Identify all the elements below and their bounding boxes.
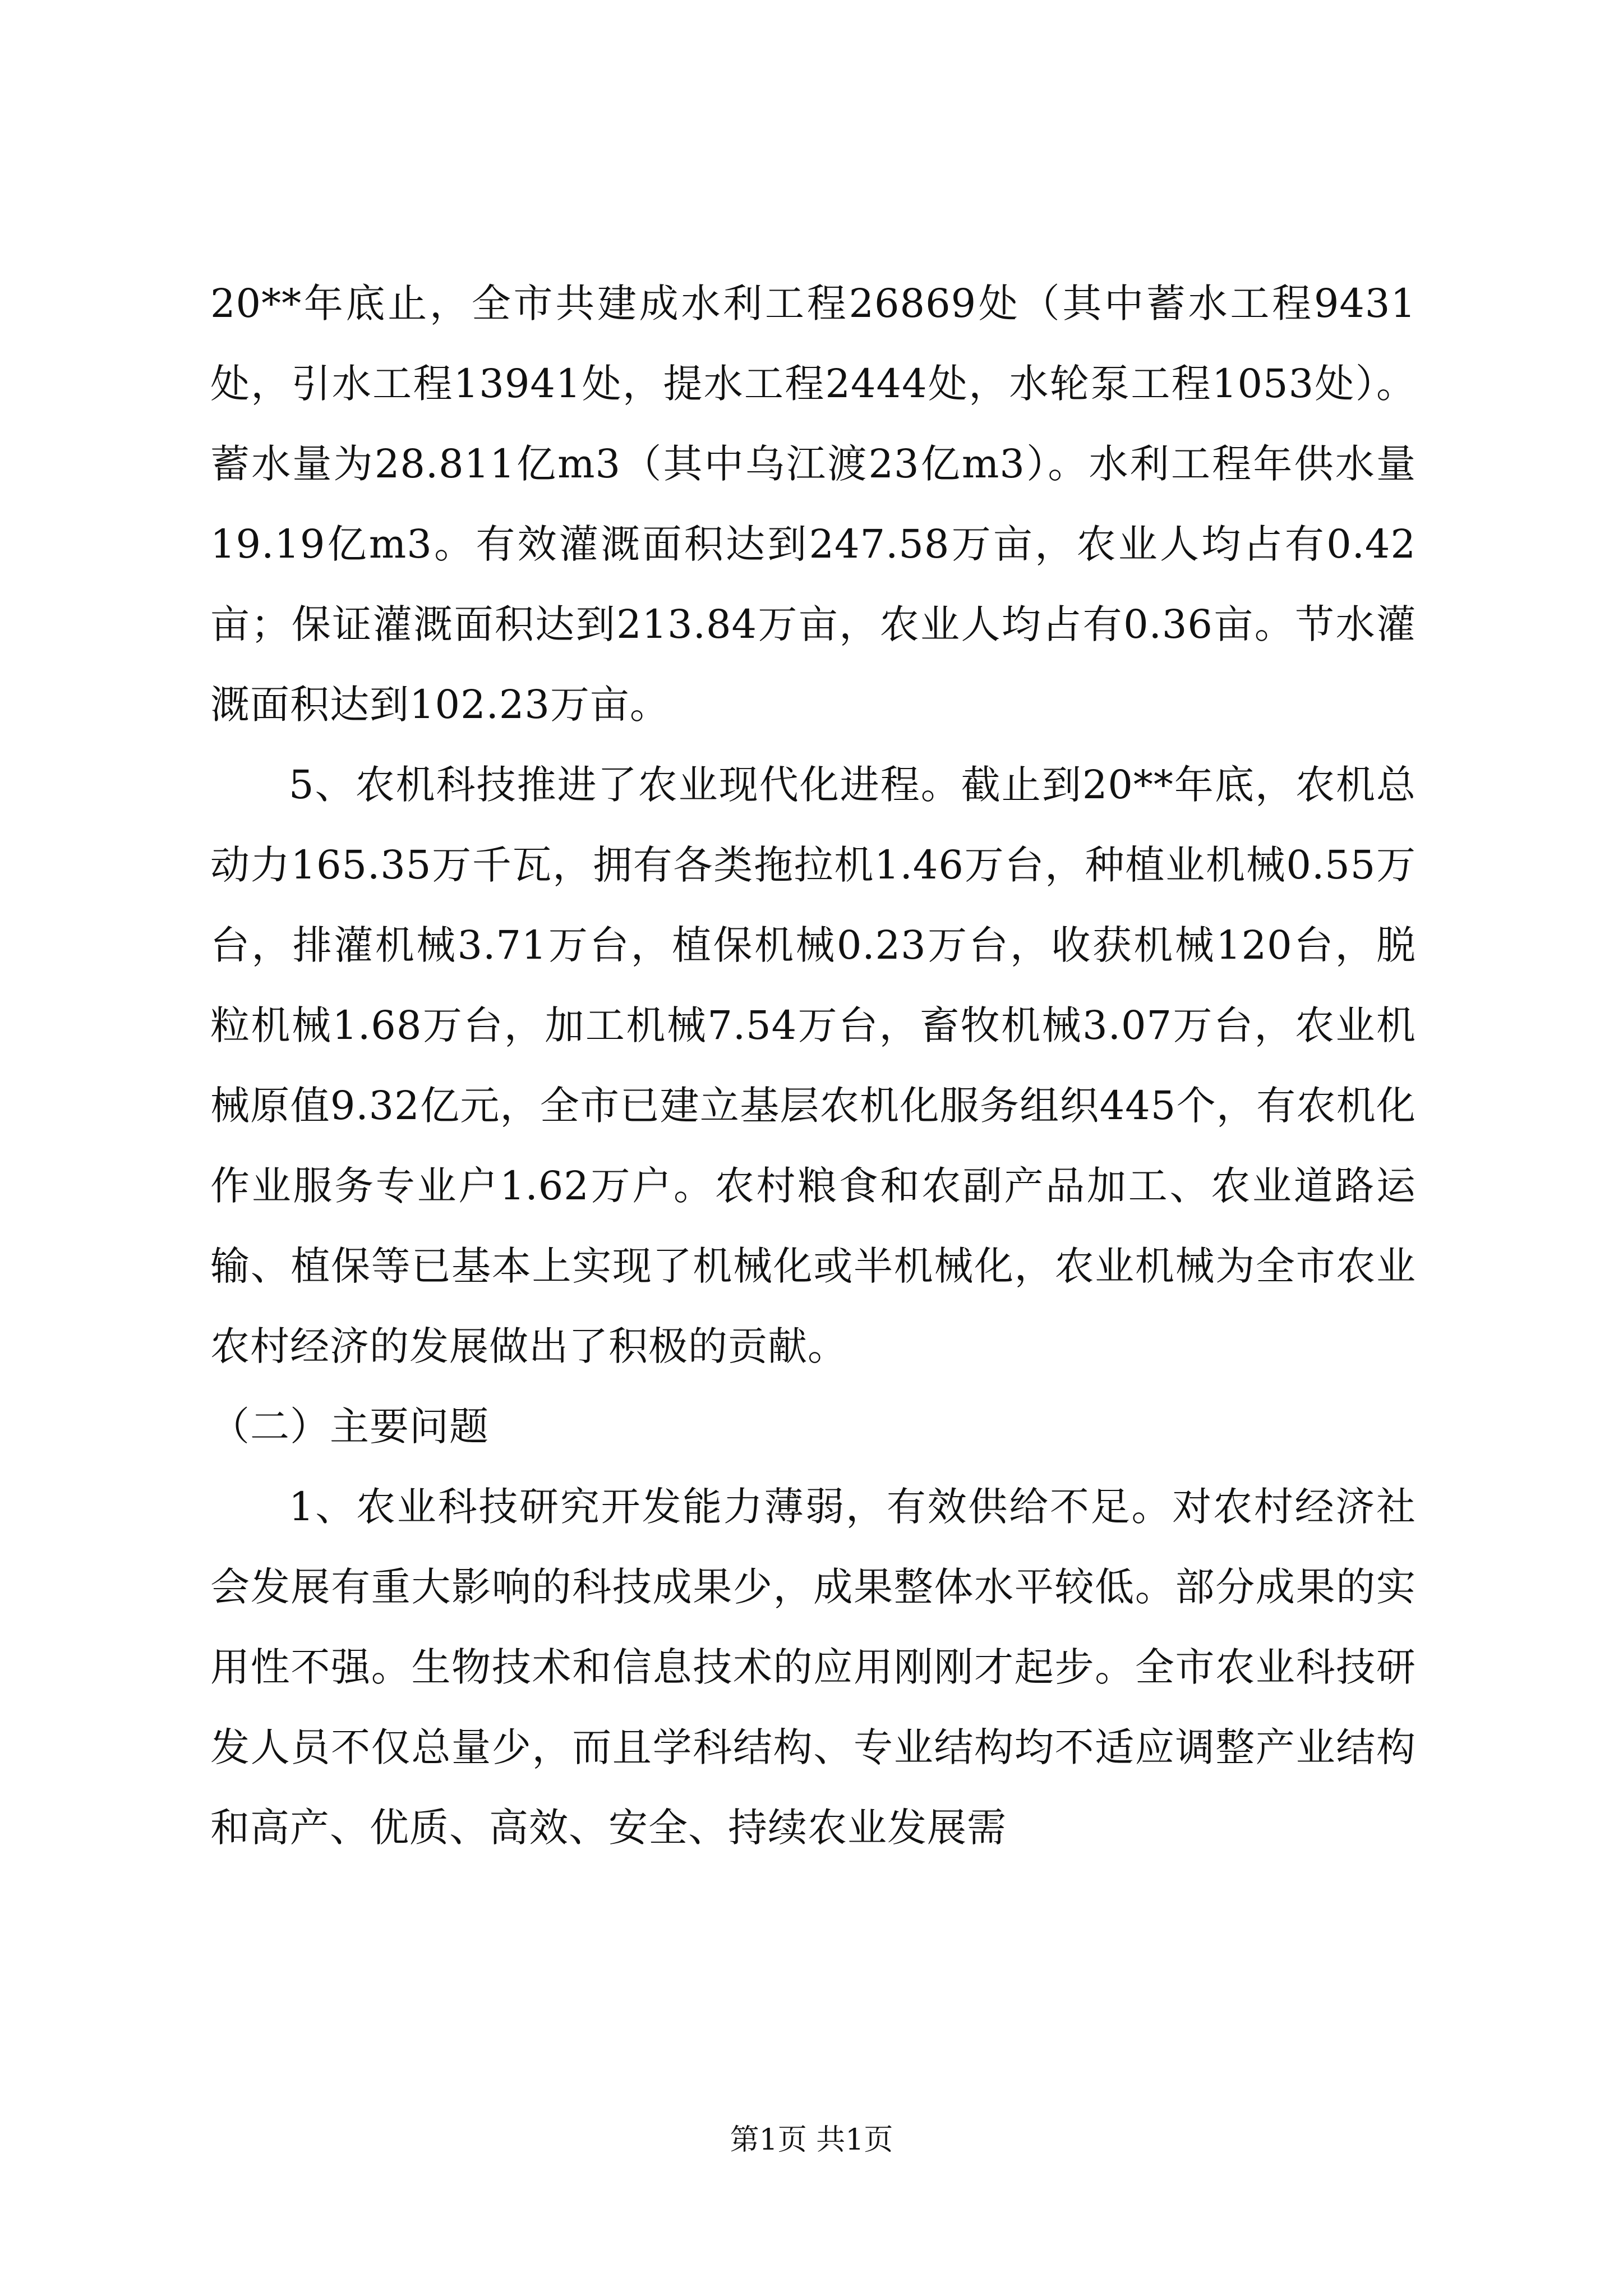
paragraph-water-conservancy: 20**年底止，全市共建成水利工程26869处（其中蓄水工程9431处，引水工程13941处，提水工程2444处，水轮泵工程1053处）。蓄水量为28.811亿m3（其中乌江渡23亿m3）。水利工程年供水量19.19亿m3。有效灌溉面积达到247.58万亩，农业人均占有0.42亩；保证灌溉面积达到213.84万亩，农业人均占有0.36亩。节水灌溉面积达到102.23万亩。	[210, 280, 1416, 728]
page-footer: 第1页 共1页	[730, 2123, 893, 2157]
section-heading-main-problems: （二）主要问题	[210, 1404, 489, 1450]
paragraph-research-capacity: 1、农业科技研究开发能力薄弱，有效供给不足。对农村经济社会发展有重大影响的科技成果少，成果整体水平较低。部分成果的实用性不强。生物技术和信息技术的应用刚刚才起步。全市农业科技研发人员不仅总量少，而且学科结构、专业结构均不适应调整产业结构和高产、优质、高效、安全、持续农业发展需	[210, 1484, 1416, 1851]
paragraph-agricultural-machinery: 5、农机科技推进了农业现代化进程。截止到20**年底，农机总动力165.35万千瓦，拥有各类拖拉机1.46万台，种植业机械0.55万台，排灌机械3.71万台，植保机械0.23万台，收获机械120台，脱粒机械1.68万台，加工机械7.54万台，畜牧机械3.07万台，农业机械原值9.32亿元，全市已建立基层农机化服务组织445个，有农机化作业服务专业户1.62万户。农村粮食和农副产品加工、农业道路运输、植保等已基本上实现了机械化或半机械化，农业机械为全市农业农村经济的发展做出了积极的贡献。	[210, 762, 1416, 1369]
document-body	[210, 264, 1416, 1868]
